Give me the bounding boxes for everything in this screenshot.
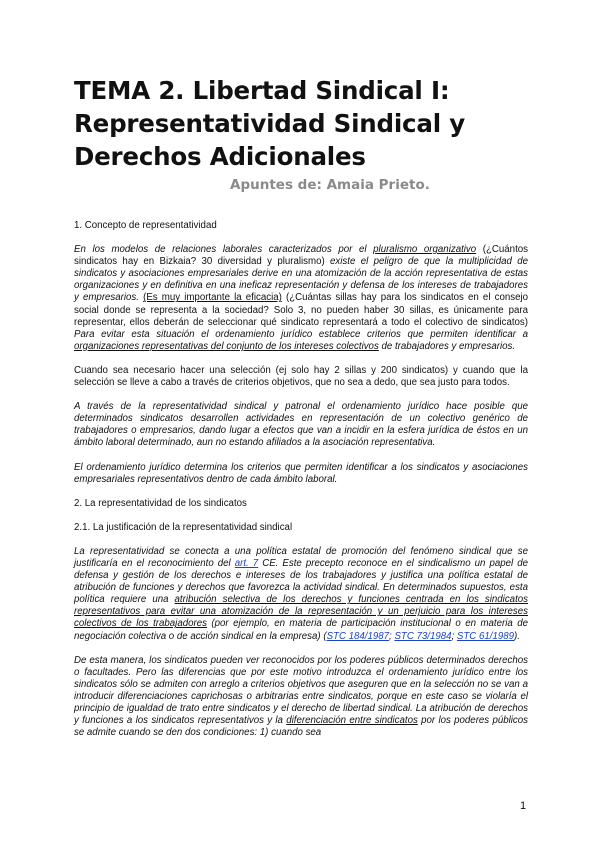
paragraph-5 xyxy=(74,546,528,643)
text-run: CE. Este precepto reconoce en el sindicalismo un papel de defensa y gestión de los derechos e intereses de los trabajadores y justifica una política estatal de atribución de funciones y derechos que favorezca la actividad sindical. En determinados supuestos, esta política requiere una xyxy=(74,557,528,606)
document-body xyxy=(74,220,528,751)
text-run: por los poderes públicos se admite cuando se den dos condiciones: 1) cuando sea xyxy=(74,715,529,739)
section-heading-1: 1. Concepto de representatividad xyxy=(74,220,217,231)
section-heading-2-1: 2.1. La justificación de la representatividad sindical xyxy=(74,521,293,533)
link-art-7[interactable]: art. 7 xyxy=(234,557,259,569)
text-run: En los modelos de relaciones laborales caracterizados por el xyxy=(74,244,374,256)
paragraph-4: El ordenamiento jurídico determina los criterios que permiten identificar a los sindicatos y asociaciones empresariales representativos dentro de cada ámbito laboral. xyxy=(74,461,528,485)
text-run: ). xyxy=(514,630,520,642)
underlined-term: diferenciación entre sindicatos xyxy=(286,715,418,727)
text-run: La representatividad se conecta a una política estatal de promoción del fenómeno sindical que se justificaría en el reconocimiento del xyxy=(74,545,528,569)
text-run: ; xyxy=(451,630,457,642)
underlined-term: atribución selectiva de los derechos y funciones centrada en los sindicatos representativos para evitar una atomización de la representación y un perjuicio para los intereses colectivos de los trabajadores xyxy=(74,594,528,630)
underlined-term: pluralismo organizativo xyxy=(373,244,477,256)
paragraph-6 xyxy=(74,655,528,740)
page-number: 1 xyxy=(520,800,527,812)
document-title: TEMA 2. Libertad Sindical I: Representatividad Sindical y Derechos Adicionales xyxy=(74,76,465,171)
text-run: (por ejemplo, en materia de participación institucional o en materia de negociación colectiva o de acción sindical en la empresa) ( xyxy=(74,618,529,642)
text-run: de trabajadores y empresarios. xyxy=(378,340,516,352)
link-stc-184-1987[interactable]: STC 184/1987 xyxy=(326,630,390,642)
paragraph-1 xyxy=(74,244,528,353)
text-run: Para evitar esta situación el ordenamiento jurídico establece criterios que permiten identificar a xyxy=(74,328,528,340)
section-heading-2: 2. La representatividad de los sindicatos xyxy=(74,497,247,509)
text-run: ; xyxy=(389,630,395,642)
link-stc-61-1989[interactable]: STC 61/1989 xyxy=(456,630,515,642)
text-run: existe el peligro de que la multiplicidad de sindicatos y asociaciones empresariales derive en una atomización de la acción representativa de estas organizaciones y en definitiva en una ineficaz representación y defensa de los intereses de trabajadores y empresarios. xyxy=(74,256,528,304)
paragraph-2: Cuando sea necesario hacer una selección (ej solo hay 2 sillas y 200 sindicatos) y cuando que la selección se lleve a cabo a través de criterios objetivos, que no sea a dedo, que sea justo para todos. xyxy=(74,364,528,389)
paragraph-3: A través de la representatividad sindical y patronal el ordenamiento jurídico hace posible que determinados sindicatos desarrollen actividades en representación de un colectivo genérico de trabajadores o empresarios, dando lugar a efectos que van a incidir en la esfera jurídica de éstos en un ámbito laboral determinado, aun no estando afiliados a la asociación representativa. xyxy=(74,401,528,449)
author-line: Apuntes de: Amaia Prieto. xyxy=(230,177,430,193)
text-run: De esta manera, los sindicatos pueden ver reconocidos por los poderes públicos determinados derechos o facultades. Pero las diferencias que por este motivo introduzca el ordenamiento jurídico entre los sindicatos sólo se admiten con arreglo a criterios objetivos que aseguren que en la selección no se van a introducir diferenciaciones caprichosas o arbitrarias entre sindicatos, porque en este caso se violaría el principio de igualdad de trato entre sindicatos y el derecho de libertad sindical. La atribución de derechos y funciones a los sindicatos representativos y la xyxy=(74,654,528,727)
underlined-term: (Es muy importante la eficacia) xyxy=(143,292,282,304)
underlined-term: organizaciones representativas del conjunto de los intereses colectivos xyxy=(74,340,379,352)
text-run: (¿Cuántas sillas hay para los sindicatos en el consejo social donde se representa a la sociedad? Solo 3, no pueden haber 30 sillas, es únicamente para representar, ellos deberán de seleccionar qué sindicato representará a todo el colectivo de sindicatos) xyxy=(74,292,528,328)
text-run: (¿Cuántos sindicatos hay en Bizkaia? 30 diversidad y pluralismo) xyxy=(74,244,528,268)
link-stc-73-1984[interactable]: STC 73/1984 xyxy=(394,630,452,642)
